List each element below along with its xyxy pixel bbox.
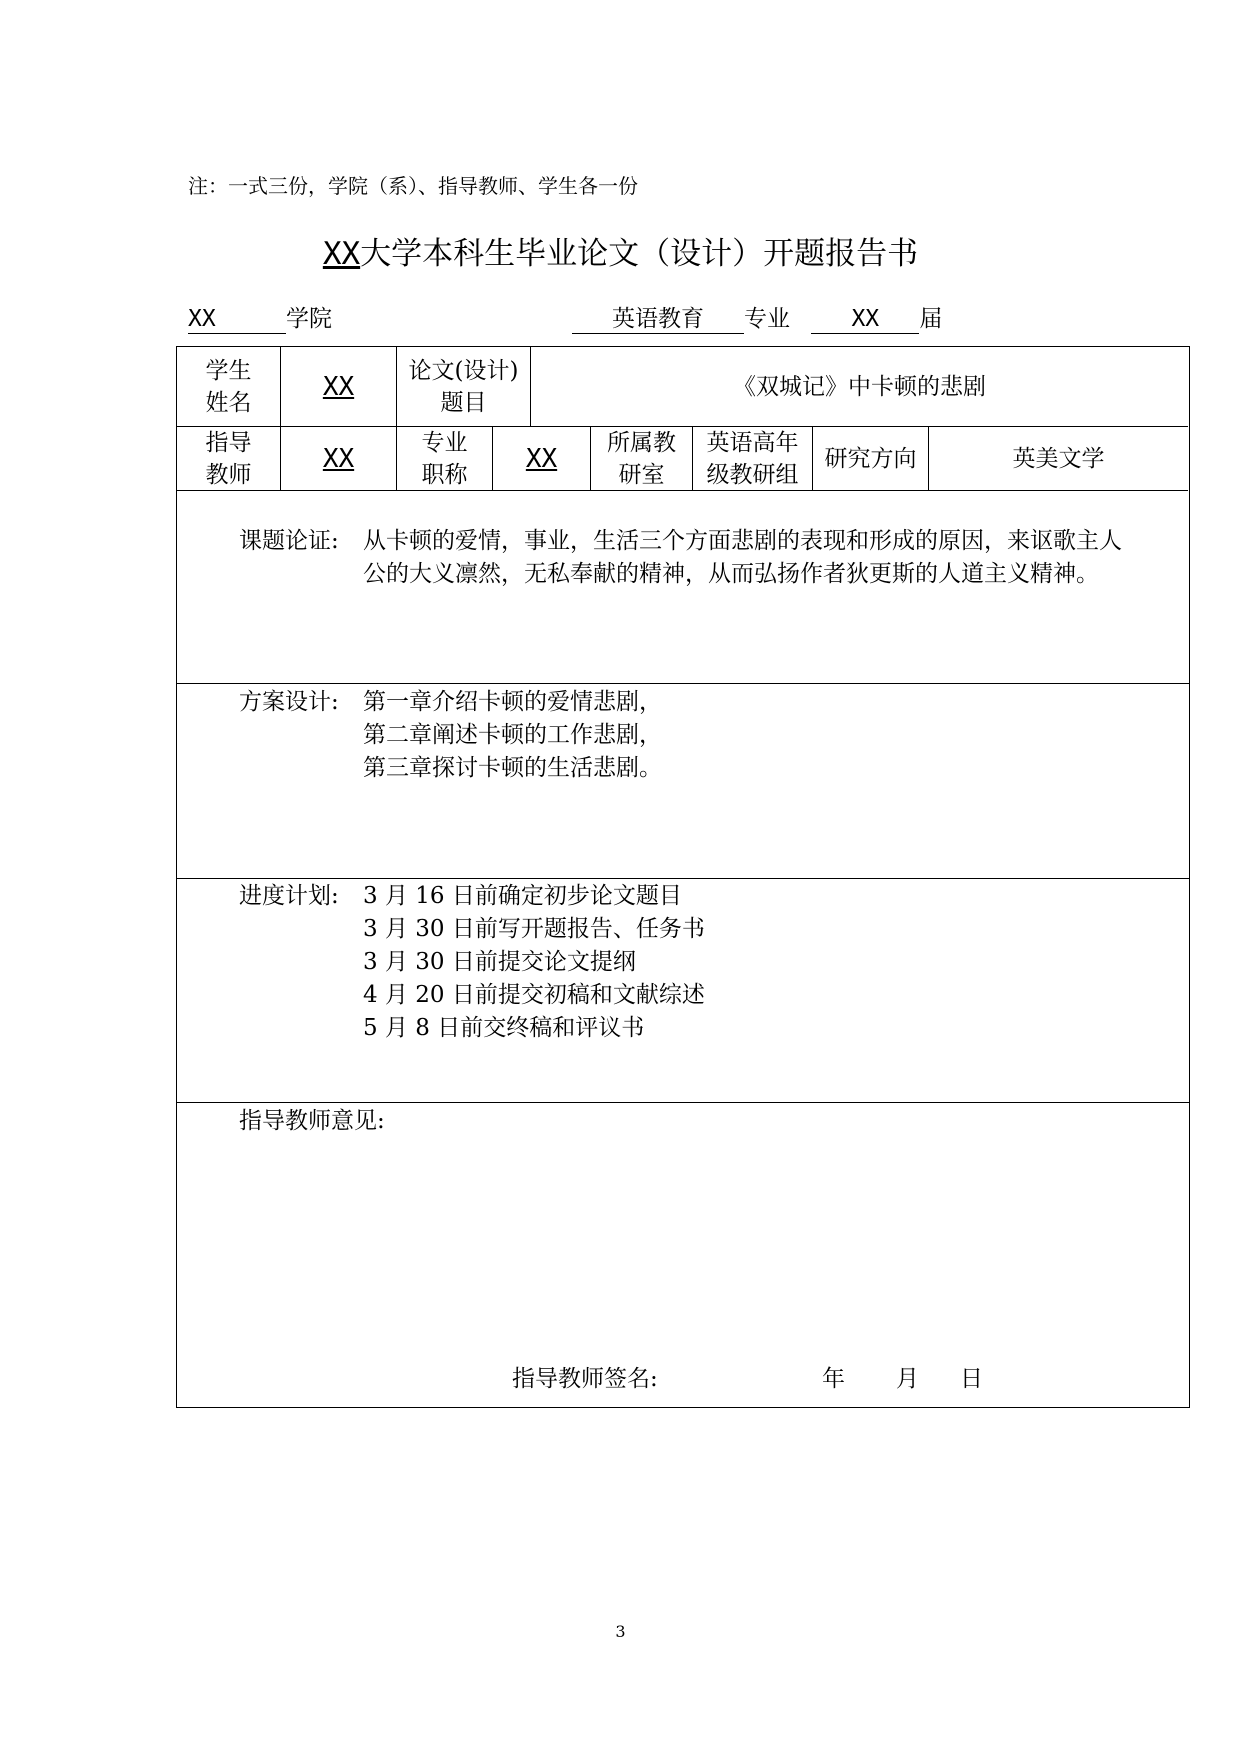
advisor-opinion-label: 指导教师意见: — [239, 1108, 385, 1134]
major-label: 专业 — [744, 306, 790, 332]
research-direction-label: 研究方向 — [813, 427, 929, 491]
major-value: 英语教育 — [572, 305, 744, 334]
grade-label: 届 — [919, 306, 943, 332]
thesis-topic-label: 论文(设计) 题目 — [397, 347, 531, 427]
design-label: 方案设计: — [239, 689, 339, 715]
student-name-label: 学生 姓名 — [177, 347, 281, 427]
design-section — [177, 684, 1189, 879]
advisor-opinion-section — [177, 1103, 1189, 1407]
professional-title-label: 专业 职称 — [397, 427, 493, 491]
college-label: 学院 — [286, 306, 332, 332]
schedule-body: 3 月 16 日前确定初步论文题目 3 月 30 日前写开题报告、任务书 3 月 30 日前提交论文提纲 4 月 20 日前提交初稿和文献综述 5 月 8 日前交终稿和评议书 — [363, 883, 705, 1041]
major-line — [572, 300, 942, 334]
design-body: 第一章介绍卡顿的爱情悲剧， 第二章阐述卡顿的工作悲剧， 第三章探讨卡顿的生活悲剧。 — [363, 689, 662, 781]
page-number: 3 — [615, 1622, 626, 1641]
schedule-label: 进度计划: — [239, 883, 339, 909]
grade-value: XX — [811, 305, 919, 334]
page-title — [0, 228, 1241, 273]
copy-note: 注：一式三份，学院（系）、指导教师、学生各一份 — [188, 174, 638, 198]
research-direction-value: 英美文学 — [929, 427, 1188, 491]
office-label: 所属教 研室 — [591, 427, 693, 491]
argument-label: 课题论证: — [239, 528, 339, 554]
argument-body: 从卡顿的爱情，事业，生活三个方面悲剧的表现和形成的原因，来讴歌主人 公的大义凛然，无私奉献的精神，从而弘扬作者狄更斯的人道主义精神。 — [363, 528, 1122, 587]
advisor-value: XX — [281, 427, 397, 491]
student-name-value: XX — [281, 347, 397, 427]
sign-day: 日 — [960, 1366, 983, 1392]
proposal-table — [176, 346, 1190, 1408]
argument-section — [177, 491, 1189, 684]
advisor-signature-label: 指导教师签名: — [512, 1366, 658, 1392]
schedule-section — [177, 879, 1189, 1103]
title-main: 大学本科生毕业论文（设计）开题报告书 — [360, 236, 919, 272]
professional-title-value: XX — [493, 427, 591, 491]
title-prefix: XX — [322, 236, 361, 272]
sign-month: 月 — [896, 1366, 919, 1392]
advisor-label: 指导 教师 — [177, 427, 281, 491]
college-value: XX — [188, 305, 286, 334]
sign-year: 年 — [822, 1366, 845, 1392]
college-line — [188, 300, 332, 334]
thesis-topic-value: 《双城记》中卡顿的悲剧 — [531, 347, 1188, 427]
office-value: 英语高年 级教研组 — [693, 427, 813, 491]
